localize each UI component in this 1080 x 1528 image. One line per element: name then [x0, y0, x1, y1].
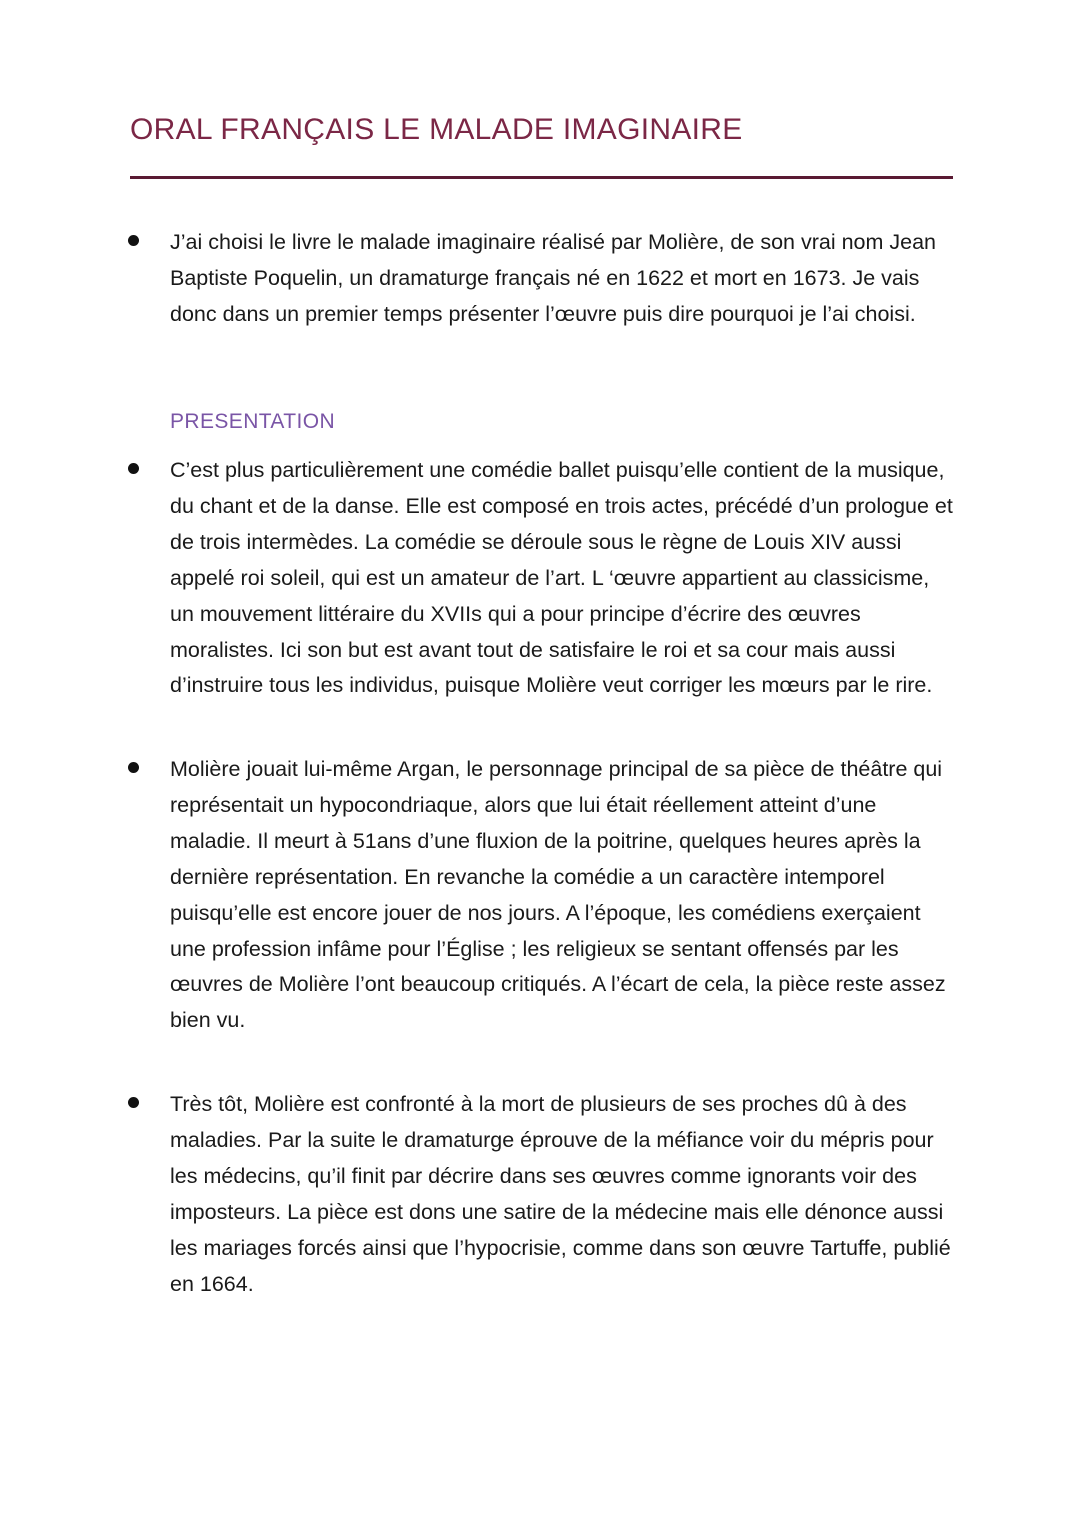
paragraph-medecins [170, 1087, 955, 1302]
paragraph-argan-text: Molière jouait lui-même Argan, le personnage principal de sa pièce de théâtre qui représentait un hypocondriaque, alors que lui était réellement atteint d’une maladie. Il meurt à 51ans d’une fluxion de la poitrine, quelques heures après la dernière représentation. En revanche la comédie a un caractère intemporel puisqu’elle est encore jouer de nos jours. A l’époque, les comédiens exerçaient une profession infâme pour l’Église ; les religieux se sentant offensés par les œuvres de Molière l’ont beaucoup critiqués. A l’écart de cela, la pièce reste assez bien vu. [170, 757, 946, 1033]
section-heading-presentation: PRESENTATION [170, 410, 336, 433]
bullet-icon [128, 1097, 139, 1108]
paragraph-argan [170, 752, 955, 1039]
paragraph-comedie-ballet [170, 453, 955, 704]
bullet-icon [128, 762, 139, 773]
document-title: ORAL FRANÇAIS LE MALADE IMAGINAIRE [130, 113, 743, 146]
bullet-icon [128, 235, 139, 246]
paragraph-medecins-text: Très tôt, Molière est confronté à la mort de plusieurs de ses proches dû à des maladies. Par la suite le dramaturge éprouve de la méfiance voir du mépris pour les médecins, qu’il finit par décrire dans ses œuvres comme ignorants voir des imposteurs. La pièce est dons une satire de la médecine mais elle dénonce aussi les mariages forcés ainsi que l’hypocrisie, comme dans son œuvre Tartuffe, publié en 1664. [170, 1092, 951, 1296]
bullet-icon [128, 463, 139, 474]
paragraph-intro [170, 225, 955, 333]
paragraph-intro-text: J’ai choisi le livre le malade imaginaire réalisé par Molière, de son vrai nom Jean Baptiste Poquelin, un dramaturge français né en 1622 et mort en 1673. Je vais donc dans un premier temps présenter l’œuvre puis dire pourquoi je l’ai choisi. [170, 230, 936, 326]
title-divider [130, 176, 953, 179]
paragraph-comedie-ballet-text: C’est plus particulièrement une comédie ballet puisqu’elle contient de la musique, du chant et de la danse. Elle est composé en trois actes, précédé d’un prologue et de trois intermèdes. La comédie se déroule sous le règne de Louis XIV aussi appelé roi soleil, qui est un amateur de l’art. L ‘œuvre appartient au classicisme, un mouvement littéraire du XVIIs qui a pour principe d’écrire des œuvres moralistes. Ici son but est avant tout de satisfaire le roi et sa cour mais aussi d’instruire tous les individus, puisque Molière veut corriger les mœurs par le rire. [170, 458, 953, 698]
